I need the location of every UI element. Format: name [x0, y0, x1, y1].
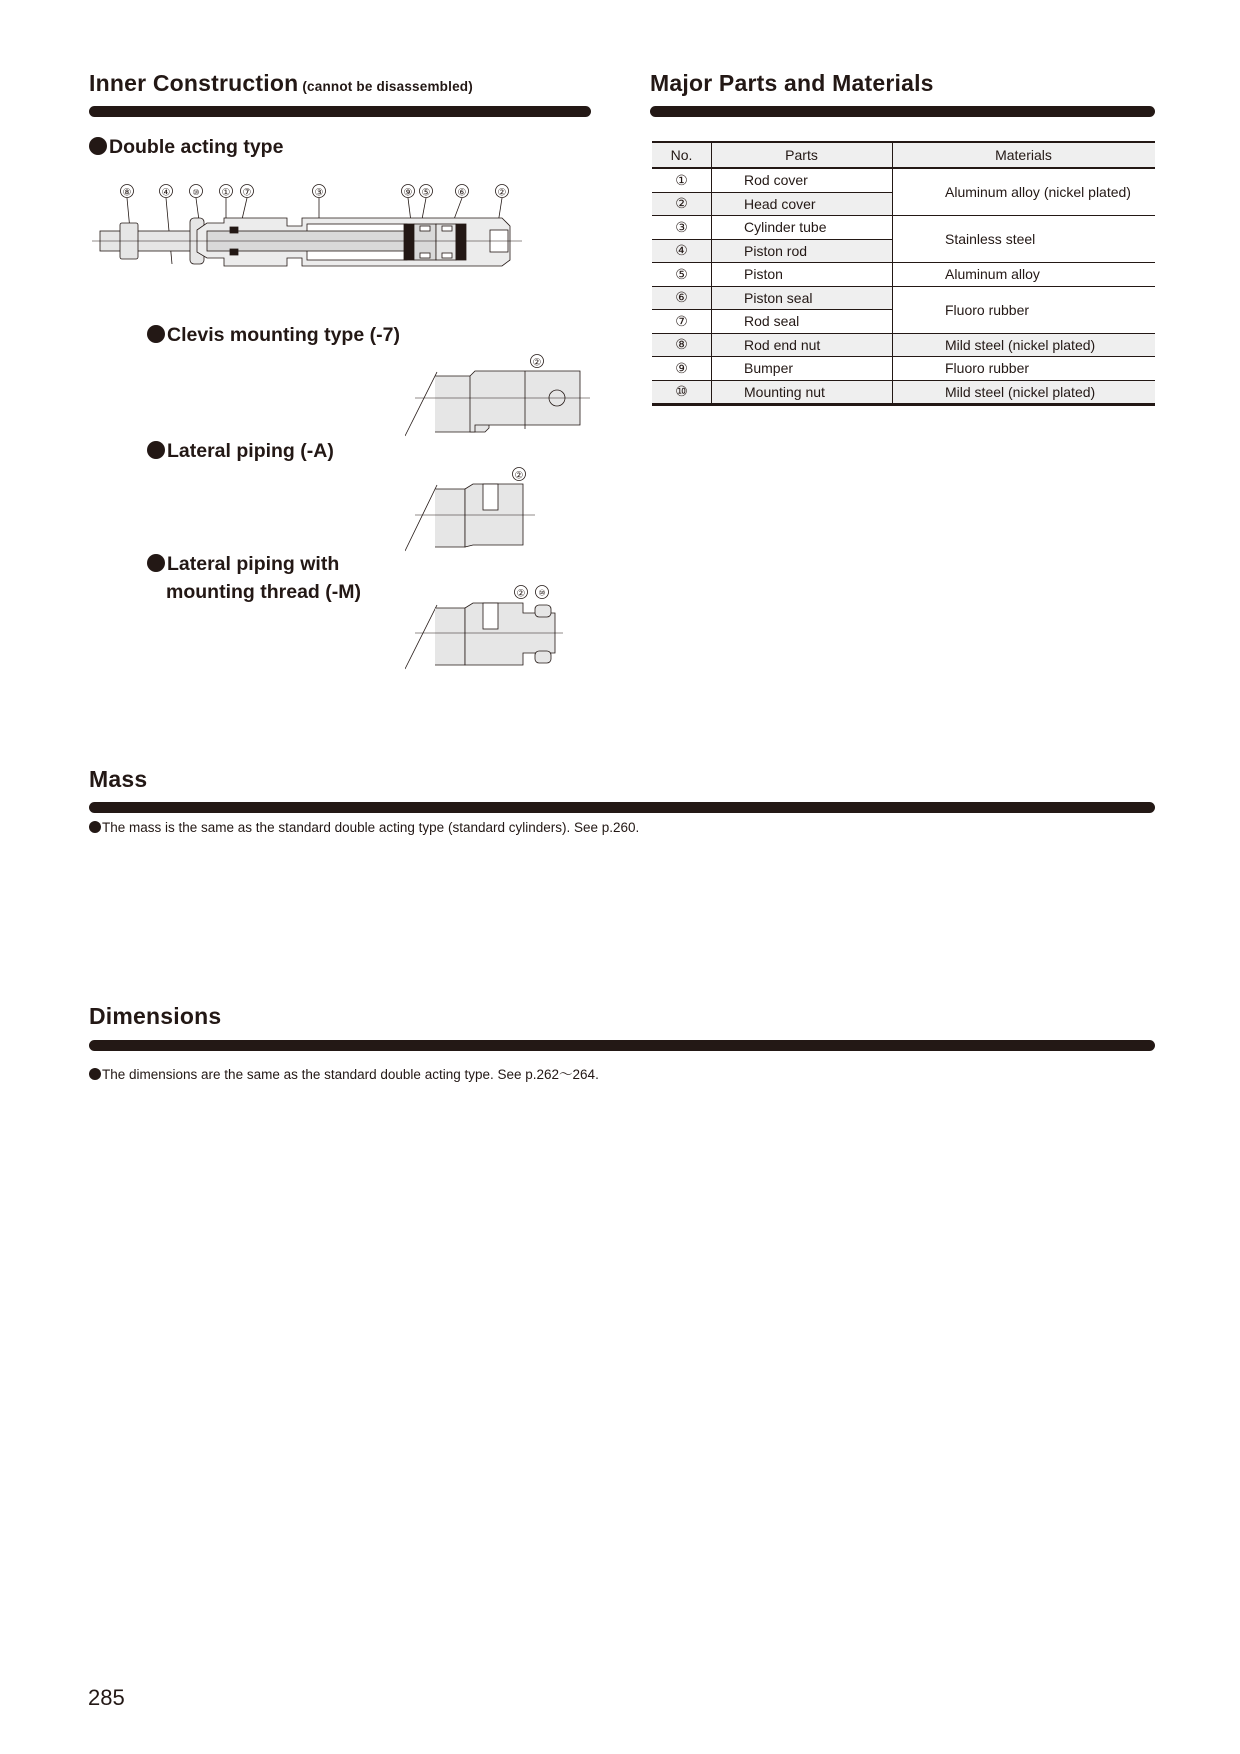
part-name: Bumper: [712, 357, 893, 381]
part-no: ④: [652, 239, 712, 263]
section-divider-bar: [89, 106, 591, 117]
callout-label: ⑥: [457, 187, 467, 199]
variant-heading-clevis: Clevis mounting type (-7): [147, 324, 400, 347]
clevis-mounting-diagram: [405, 350, 595, 440]
section-divider-bar: [89, 1040, 1155, 1051]
section-divider-bar: [650, 106, 1155, 117]
inner-construction-title: [89, 70, 473, 97]
part-no: ②: [652, 192, 712, 216]
variant-heading-lateral-piping: Lateral piping (-A): [147, 440, 334, 463]
inner-construction-subtitle: (cannot be disassembled): [302, 79, 473, 94]
callout-label: ①: [221, 187, 231, 199]
part-material: Mild steel (nickel plated): [893, 333, 1156, 357]
part-name: Rod seal: [712, 310, 893, 334]
part-no: ①: [652, 168, 712, 192]
variant-heading-lateral-piping-thread: Lateral piping with: [147, 553, 339, 576]
callout-label: ④: [161, 187, 171, 199]
callout-label: ⑩: [192, 188, 200, 197]
part-material: Fluoro rubber: [893, 357, 1156, 381]
bullet-icon: [89, 821, 101, 833]
parts-materials-title: Major Parts and Materials: [650, 70, 934, 96]
part-no: ⑦: [652, 310, 712, 334]
callout-4: [160, 185, 173, 265]
variant-heading-lateral-piping-thread-line2: mounting thread (-M): [166, 581, 361, 603]
table-row: [652, 357, 1155, 381]
bullet-icon: [89, 137, 107, 155]
part-no: ⑤: [652, 263, 712, 287]
part-material: Fluoro rubber: [893, 286, 1156, 333]
inner-construction-heading: Inner Construction: [89, 70, 299, 96]
part-no: ⑨: [652, 357, 712, 381]
part-no: ⑩: [652, 380, 712, 405]
part-no: ⑥: [652, 286, 712, 310]
header-materials: Materials: [893, 142, 1156, 168]
mass-note: The mass is the same as the standard double acting type (standard cylinders). See p.260.: [89, 820, 639, 835]
callout-label: ⑩: [538, 588, 546, 598]
bullet-icon: [147, 554, 165, 572]
callout-label: ③: [314, 187, 324, 199]
parts-materials-table: [652, 141, 1155, 406]
table-row: [652, 380, 1155, 405]
table-row: [652, 168, 1155, 192]
part-material: Aluminum alloy (nickel plated): [893, 168, 1156, 216]
part-no: ③: [652, 216, 712, 240]
table-row: [652, 286, 1155, 310]
dimensions-title: Dimensions: [89, 1003, 222, 1029]
table-row: [652, 333, 1155, 357]
part-name: Cylinder tube: [712, 216, 893, 240]
part-no: ⑧: [652, 333, 712, 357]
part-name: Rod end nut: [712, 333, 893, 357]
variant-heading-double-acting: Double acting type: [89, 136, 283, 159]
bullet-icon: [147, 441, 165, 459]
callout-3: [313, 185, 326, 221]
part-name: Mounting nut: [712, 380, 893, 405]
callout-label: ②: [514, 470, 524, 482]
bullet-icon: [147, 325, 165, 343]
part-name: Piston: [712, 263, 893, 287]
callout-label: ⑧: [122, 187, 132, 199]
part-name: Piston rod: [712, 239, 893, 263]
part-material: Mild steel (nickel plated): [893, 380, 1156, 405]
part-name: Piston seal: [712, 286, 893, 310]
table-header-row: [652, 142, 1155, 168]
lateral-piping-diagram: [405, 465, 540, 555]
bullet-icon: [89, 1068, 101, 1080]
callout-label: ②: [516, 588, 526, 600]
header-no: No.: [652, 142, 712, 168]
table-row: [652, 263, 1155, 287]
table-row: [652, 216, 1155, 240]
dimensions-note: The dimensions are the same as the standard double acting type. See p.262～264.: [89, 1063, 599, 1083]
callout-label: ⑦: [242, 187, 252, 199]
part-name: Rod cover: [712, 168, 893, 192]
callout-label: ⑨: [403, 187, 413, 199]
section-divider-bar: [89, 802, 1155, 813]
callout-label: ②: [532, 357, 542, 369]
page-number: 285: [88, 1685, 125, 1710]
part-material: Aluminum alloy: [893, 263, 1156, 287]
header-parts: Parts: [712, 142, 893, 168]
callout-label: ⑤: [421, 187, 431, 199]
part-name: Head cover: [712, 192, 893, 216]
part-material: Stainless steel: [893, 216, 1156, 263]
callout-label: ②: [497, 187, 507, 199]
lateral-piping-mounting-thread-diagram: [405, 583, 565, 673]
mass-title: Mass: [89, 766, 148, 792]
double-acting-cross-section-diagram: [92, 178, 542, 298]
